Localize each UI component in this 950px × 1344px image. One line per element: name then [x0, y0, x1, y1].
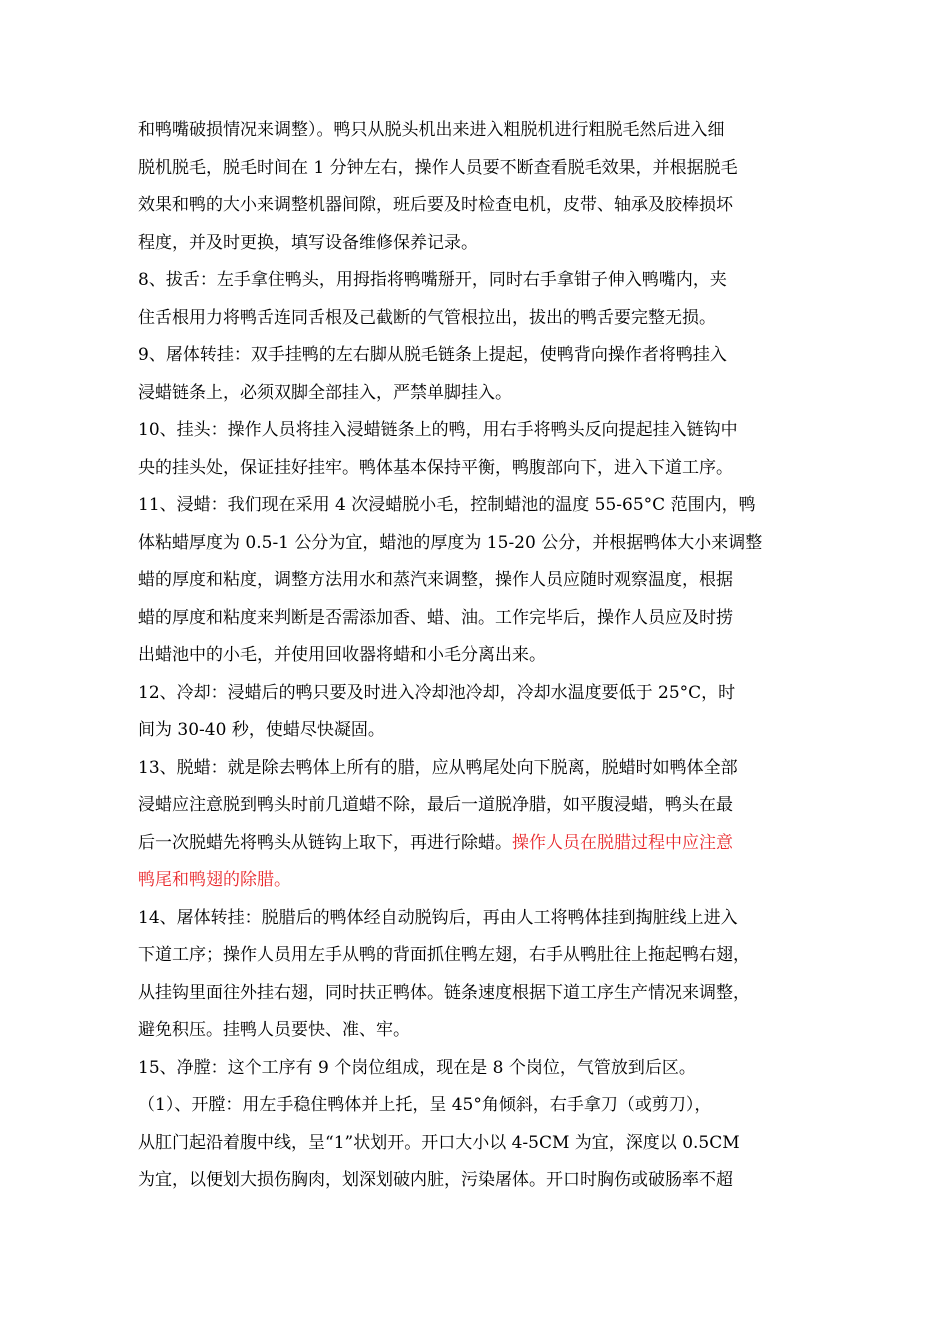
text-segment: 12、冷却：浸蜡后的鸭只要及时进入冷却池冷却，冷却水温度要低于 25°C，时 [138, 682, 736, 703]
document-body [138, 112, 818, 1200]
text-segment: 从挂钩里面往外挂右翅，同时扶正鸭体。链条速度根据下道工序生产情况来调整， [138, 982, 750, 1003]
text-line [138, 1162, 818, 1200]
text-segment: 15、净膛：这个工序有 9 个岗位组成，现在是 8 个岗位，气管放到后区。 [138, 1057, 696, 1078]
text-line [138, 600, 818, 638]
text-line [138, 487, 818, 525]
text-segment: 为宜，以便划大损伤胸肉，划深划破内脏，污染屠体。开口时胸伤或破肠率不超 [138, 1170, 733, 1190]
text-line [138, 337, 818, 375]
text-line [138, 937, 818, 975]
text-line [138, 1050, 818, 1088]
text-segment: 14、屠体转挂：脱腊后的鸭体经自动脱钩后，再由人工将鸭体挂到掏脏线上进入 [138, 907, 738, 928]
text-line [138, 637, 818, 675]
text-segment: 体粘蜡厚度为 0.5-1 公分为宜，蜡池的厚度为 15-20 公分，并根据鸭体大小来调整 [138, 532, 763, 553]
text-line [138, 862, 818, 900]
text-line [138, 1087, 818, 1125]
text-segment: 10、挂头：操作人员将挂入浸蜡链条上的鸭，用右手将鸭头反向提起挂入链钩中 [138, 420, 738, 440]
text-line [138, 562, 818, 600]
text-line [138, 900, 818, 938]
text-segment: 9、屠体转挂：双手挂鸭的左右脚从脱毛链条上提起，使鸭背向操作者将鸭挂入 [138, 345, 727, 365]
text-segment: 13、脱蜡：就是除去鸭体上所有的腊，应从鸭尾处向下脱离，脱蜡时如鸭体全部 [138, 757, 738, 778]
text-line [138, 1012, 818, 1050]
text-segment: 蜡的厚度和粘度，调整方法用水和蒸汽来调整，操作人员应随时观察温度，根据 [138, 570, 733, 590]
text-line [138, 1125, 818, 1163]
text-line [138, 750, 818, 788]
text-line [138, 262, 818, 300]
text-line [138, 112, 818, 150]
text-segment: 蜡的厚度和粘度来判断是否需添加香、蜡、油。工作完毕后，操作人员应及时捞 [138, 607, 733, 628]
text-segment: 下道工序；操作人员用左手从鸭的背面抓住鸭左翅，右手从鸭肚往上拖起鸭右翅， [138, 945, 750, 965]
text-line [138, 450, 818, 488]
text-line [138, 300, 818, 338]
text-line [138, 675, 818, 713]
text-segment: 效果和鸭的大小来调整机器间隙，班后要及时检查电机，皮带、轴承及胶棒损坏 [138, 195, 733, 215]
text-segment: 程度，并及时更换，填写设备维修保养记录。 [138, 232, 478, 253]
text-segment: 央的挂头处，保证挂好挂牢。鸭体基本保持平衡，鸭腹部向下，进入下道工序。 [138, 457, 733, 478]
text-line [138, 825, 818, 863]
text-line [138, 150, 818, 188]
text-line [138, 412, 818, 450]
text-line [138, 787, 818, 825]
text-segment: （1）、开膛：用左手稳住鸭体并上托，呈 45°角倾斜，右手拿刀（或剪刀）， [138, 1095, 712, 1115]
text-segment: 操作人员在脱腊过程中应注意 [512, 832, 733, 853]
text-segment: 鸭尾和鸭翅的除腊。 [138, 870, 291, 890]
text-segment: 脱机脱毛，脱毛时间在 1 分钟左右，操作人员要不断查看脱毛效果，并根据脱毛 [138, 157, 738, 178]
text-line [138, 525, 818, 563]
text-segment: 从肛门起沿着腹中线，呈“1”状划开。开口大小以 4-5CM 为宜，深度以 0.5CM [138, 1132, 740, 1153]
text-segment: 住舌根用力将鸭舌连同舌根及己截断的气管根拉出，拔出的鸭舌要完整无损。 [138, 307, 716, 328]
text-line [138, 375, 818, 413]
text-line [138, 712, 818, 750]
text-segment: 浸蜡链条上，必须双脚全部挂入，严禁单脚挂入。 [138, 382, 512, 403]
text-segment: 浸蜡应注意脱到鸭头时前几道蜡不除，最后一道脱净腊，如平腹浸蜡，鸭头在最 [138, 795, 733, 815]
text-segment: 8、拔舌：左手拿住鸭头，用拇指将鸭嘴掰开，同时右手拿钳子伸入鸭嘴内，夹 [138, 270, 727, 290]
text-segment: 出蜡池中的小毛，并使用回收器将蜡和小毛分离出来。 [138, 645, 546, 665]
text-segment: 避免积压。挂鸭人员要快、准、牢。 [138, 1020, 410, 1040]
text-segment: 后一次脱蜡先将鸭头从链钩上取下，再进行除蜡。 [138, 832, 512, 853]
text-line [138, 975, 818, 1013]
text-segment: 和鸭嘴破损情况来调整）。鸭只从脱头机出来进入粗脱机进行粗脱毛然后进入细 [138, 120, 725, 140]
text-line [138, 187, 818, 225]
text-line [138, 225, 818, 263]
text-segment: 11、浸蜡：我们现在采用 4 次浸蜡脱小毛，控制蜡池的温度 55-65°C 范围内，鸭 [138, 495, 756, 515]
text-segment: 间为 30-40 秒，使蜡尽快凝固。 [138, 720, 385, 740]
